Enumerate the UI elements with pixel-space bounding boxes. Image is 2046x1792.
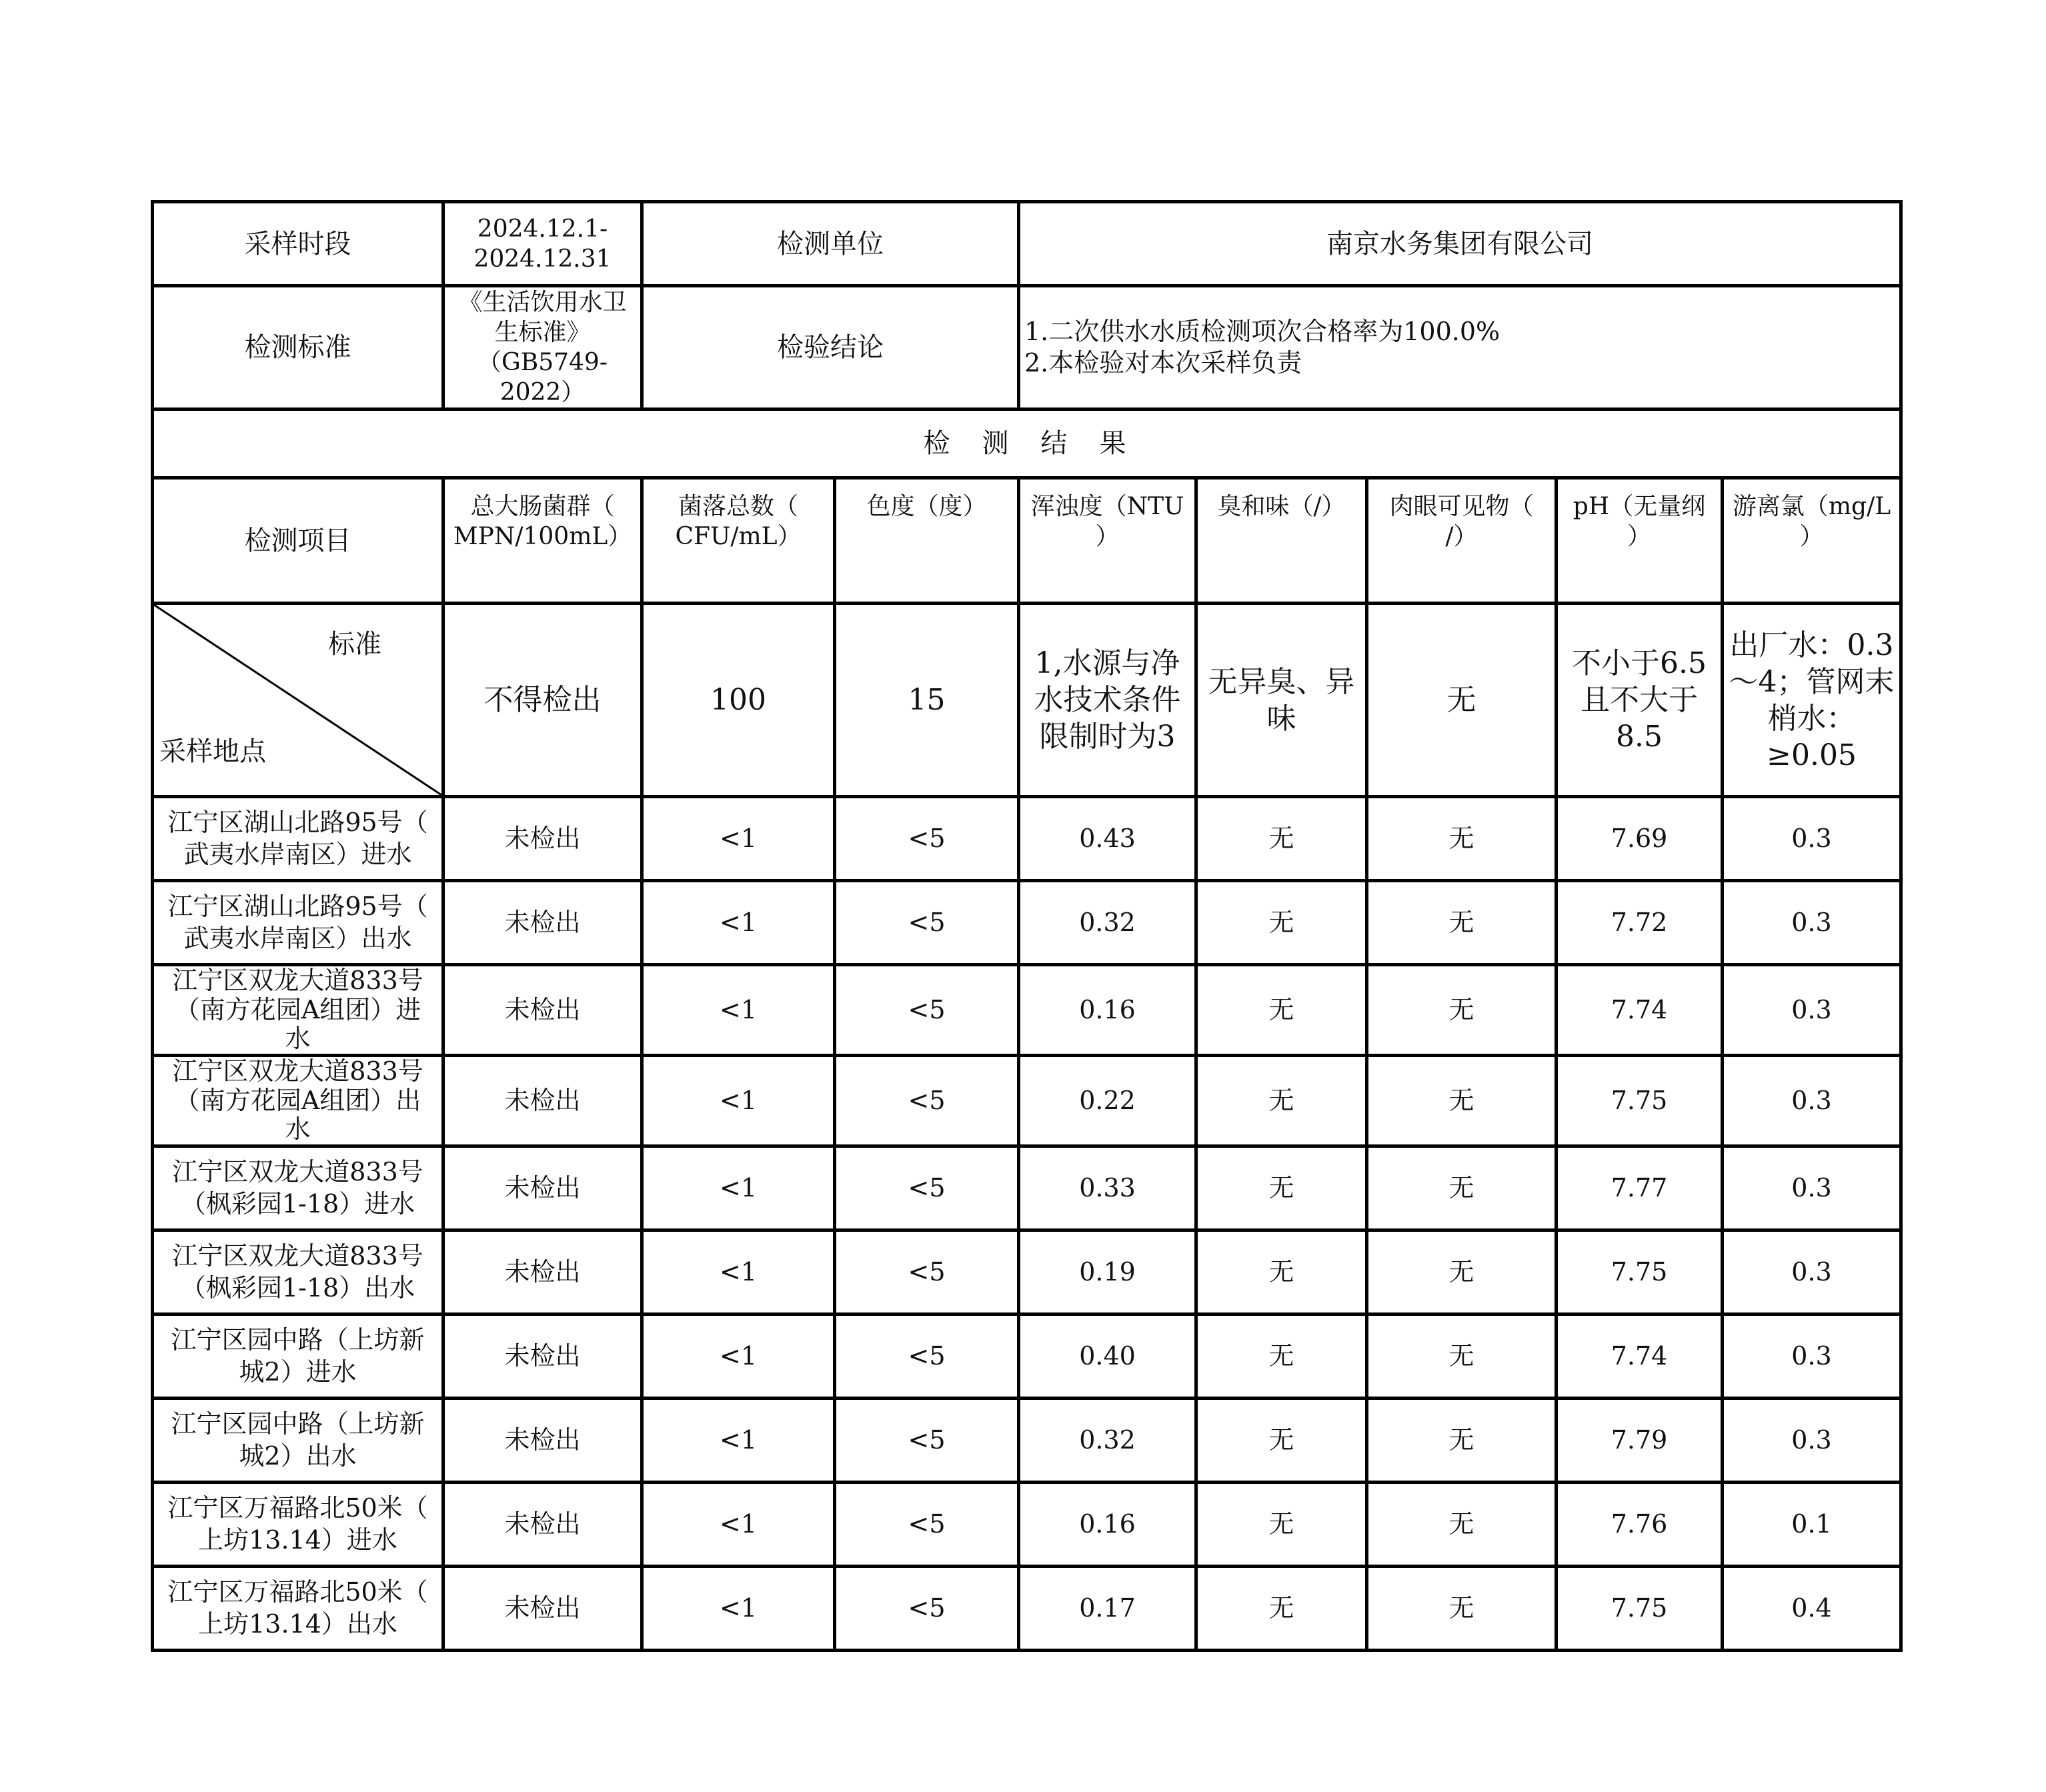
- result-cell: 0.3: [1723, 1146, 1901, 1230]
- column-header: [443, 478, 642, 604]
- table-row: [153, 797, 1901, 881]
- result-cell: 无: [1196, 797, 1367, 881]
- item-label: 检测项目: [153, 478, 443, 604]
- sampling-location: [153, 1146, 443, 1230]
- sampling-location: [153, 1314, 443, 1399]
- column-header: [1723, 478, 1901, 604]
- results-title: 检测结果: [153, 409, 1901, 478]
- conclusion-line: 1.二次供水水质检测项次合格率为100.0%: [1024, 316, 1500, 346]
- result-cell: <1: [642, 797, 835, 881]
- result-cell: 0.33: [1019, 1146, 1196, 1230]
- standard-value-line: 梢水：: [1767, 701, 1856, 736]
- standard-value-line: 100: [710, 683, 766, 717]
- sampling-location-line: 水: [285, 1024, 311, 1054]
- table-row: [153, 1399, 1901, 1483]
- result-cell: <5: [835, 1483, 1019, 1567]
- results-title-row: [153, 409, 1901, 478]
- standard-value: [642, 604, 835, 797]
- result-cell: <5: [835, 1399, 1019, 1483]
- table-row: [153, 1567, 1901, 1651]
- result-cell: 0.1: [1723, 1483, 1901, 1567]
- table-row: [153, 881, 1901, 965]
- column-header-line: 臭和味（/）: [1217, 493, 1346, 520]
- column-header: [1019, 478, 1196, 604]
- sampling-location-line: （枫彩园1-18）进水: [180, 1188, 415, 1218]
- sampling-location-line: 江宁区双龙大道833号: [172, 966, 423, 995]
- result-cell: 无: [1196, 1399, 1367, 1483]
- result-cell: 7.75: [1557, 1056, 1723, 1146]
- sampling-location-line: 江宁区双龙大道833号: [172, 1157, 423, 1187]
- sampling-location-line: 江宁区湖山北路95号（: [167, 808, 428, 837]
- column-header-line: pH（无量纲: [1573, 493, 1706, 520]
- result-cell: 7.79: [1557, 1399, 1723, 1483]
- result-cell: 未检出: [443, 1399, 642, 1483]
- result-cell: 无: [1196, 881, 1367, 965]
- standard-value-line: 无: [1446, 683, 1476, 717]
- column-header-line: MPN/100mL）: [453, 523, 632, 550]
- standard-value: [1723, 604, 1901, 797]
- sampling-period-value: 2024.12.1-2024.12.31: [443, 202, 642, 286]
- standard-row: [153, 604, 1901, 797]
- sampling-location: [153, 881, 443, 965]
- sampling-location-line: 城2）进水: [239, 1357, 357, 1387]
- result-cell: 无: [1367, 1056, 1557, 1146]
- result-cell: 未检出: [443, 1314, 642, 1399]
- sampling-location: [153, 1230, 443, 1314]
- sampling-location-line: 上坊13.14）出水: [198, 1609, 397, 1639]
- testing-unit-value: 南京水务集团有限公司: [1019, 202, 1901, 286]
- sampling-location-line: （枫彩园1-18）出水: [180, 1272, 415, 1302]
- result-cell: 无: [1196, 1483, 1367, 1567]
- standard-value-line: （GB5749-2022）: [477, 349, 608, 406]
- result-cell: 0.17: [1019, 1567, 1196, 1651]
- result-cell: 0.19: [1019, 1230, 1196, 1314]
- result-cell: 0.16: [1019, 1483, 1196, 1567]
- standard-value-line: 1,水源与净: [1034, 646, 1180, 680]
- sampling-location: [153, 1567, 443, 1651]
- diagonal-top-label: 标准: [328, 629, 381, 660]
- sampling-location-line: 武夷水岸南区）进水: [183, 839, 412, 869]
- standard-label: 检测标准: [153, 286, 443, 409]
- result-cell: 未检出: [443, 965, 642, 1056]
- sampling-location-line: 江宁区园中路（上坊新: [171, 1325, 425, 1355]
- result-cell: 未检出: [443, 1230, 642, 1314]
- result-cell: <5: [835, 965, 1019, 1056]
- result-cell: 未检出: [443, 797, 642, 881]
- result-cell: 无: [1196, 1230, 1367, 1314]
- result-cell: 未检出: [443, 1056, 642, 1146]
- column-header-line: 浑浊度（NTU: [1030, 493, 1184, 520]
- standard-value-line: 《生活饮用水卫生标准》: [458, 289, 627, 346]
- standard-value-line: 无异臭、异: [1208, 664, 1355, 699]
- result-cell: 无: [1367, 1314, 1557, 1399]
- result-cell: <5: [835, 1056, 1019, 1146]
- conclusion-label: 检验结论: [642, 286, 1019, 409]
- result-cell: 0.3: [1723, 797, 1901, 881]
- standard-value: [1196, 604, 1367, 797]
- header-row-period: [153, 202, 1901, 286]
- standard-value-line: 15: [908, 683, 946, 717]
- sampling-location: [153, 1056, 443, 1146]
- column-header: [642, 478, 835, 604]
- result-cell: 0.32: [1019, 881, 1196, 965]
- sampling-location: [153, 965, 443, 1056]
- standard-value: [1557, 604, 1723, 797]
- sampling-location: [153, 797, 443, 881]
- column-header-line: ）: [1627, 523, 1651, 550]
- result-cell: 7.74: [1557, 1314, 1723, 1399]
- standard-value: [443, 286, 642, 409]
- result-cell: 无: [1367, 965, 1557, 1056]
- sampling-location-line: 江宁区双龙大道833号: [172, 1241, 423, 1271]
- result-cell: 无: [1196, 1146, 1367, 1230]
- column-header-row: [153, 478, 1901, 604]
- result-cell: <5: [835, 1146, 1019, 1230]
- standard-value: [443, 604, 642, 797]
- result-cell: 0.3: [1723, 1399, 1901, 1483]
- table-row: [153, 1483, 1901, 1567]
- result-cell: 7.74: [1557, 965, 1723, 1056]
- result-cell: <1: [642, 881, 835, 965]
- result-cell: <1: [642, 1146, 835, 1230]
- standard-value-line: 8.5: [1616, 720, 1663, 754]
- result-cell: 0.43: [1019, 797, 1196, 881]
- column-header-line: ）: [1095, 523, 1120, 550]
- sampling-location-line: 城2）出水: [239, 1441, 357, 1471]
- result-cell: 0.3: [1723, 965, 1901, 1056]
- result-cell: 未检出: [443, 1146, 642, 1230]
- result-cell: 0.16: [1019, 965, 1196, 1056]
- sampling-location-line: 水: [285, 1114, 311, 1144]
- result-cell: 无: [1367, 881, 1557, 965]
- column-header: [1196, 478, 1367, 604]
- result-cell: <5: [835, 1314, 1019, 1399]
- standard-value-line: ～4；管网末: [1729, 664, 1895, 699]
- result-cell: <1: [642, 1483, 835, 1567]
- column-header-line: 肉眼可见物（: [1389, 493, 1534, 520]
- testing-unit-label: 检测单位: [642, 202, 1019, 286]
- water-quality-report-table: [151, 200, 1903, 1652]
- sampling-location-line: （南方花园A组团）出: [174, 1085, 421, 1115]
- result-cell: <5: [835, 1567, 1019, 1651]
- result-cell: 7.76: [1557, 1483, 1723, 1567]
- result-cell: 无: [1367, 1483, 1557, 1567]
- result-cell: 0.32: [1019, 1399, 1196, 1483]
- result-cell: 无: [1367, 1399, 1557, 1483]
- sampling-location-line: 武夷水岸南区）出水: [183, 923, 412, 953]
- result-cell: <1: [642, 1314, 835, 1399]
- conclusion-value: [1019, 286, 1901, 409]
- standard-value: [1019, 604, 1196, 797]
- column-header-line: /）: [1445, 523, 1478, 550]
- result-cell: 0.3: [1723, 881, 1901, 965]
- standard-value-line: 限制时为3: [1039, 720, 1176, 754]
- column-header-line: 游离氯（mg/L: [1732, 493, 1891, 520]
- column-header-line: 菌落总数（: [678, 493, 798, 520]
- result-cell: 0.3: [1723, 1314, 1901, 1399]
- table-row: [153, 1314, 1901, 1399]
- sampling-location: [153, 1399, 443, 1483]
- result-cell: 7.75: [1557, 1230, 1723, 1314]
- result-cell: 无: [1367, 1146, 1557, 1230]
- result-cell: <1: [642, 1230, 835, 1314]
- result-cell: 0.3: [1723, 1230, 1901, 1314]
- sampling-location-line: 江宁区湖山北路95号（: [167, 892, 428, 921]
- sampling-location-line: 江宁区双龙大道833号: [172, 1056, 423, 1086]
- result-cell: <1: [642, 1567, 835, 1651]
- diagonal-header-cell: [153, 604, 443, 797]
- result-cell: 无: [1367, 1230, 1557, 1314]
- header-row-standard: [153, 286, 1901, 409]
- result-cell: 未检出: [443, 1483, 642, 1567]
- result-cell: <1: [642, 1399, 835, 1483]
- standard-value-line: 味: [1266, 701, 1296, 736]
- result-cell: 无: [1367, 797, 1557, 881]
- table-row: [153, 1146, 1901, 1230]
- standard-value-line: 水技术条件: [1034, 683, 1181, 717]
- conclusion-line: 2.本检验对本次采样负责: [1024, 348, 1302, 377]
- result-cell: 0.40: [1019, 1314, 1196, 1399]
- result-cell: 无: [1196, 1567, 1367, 1651]
- column-header: [1557, 478, 1723, 604]
- result-cell: 7.69: [1557, 797, 1723, 881]
- result-cell: 0.22: [1019, 1056, 1196, 1146]
- sampling-location-line: （南方花园A组团）进: [174, 994, 421, 1024]
- result-cell: 0.3: [1723, 1056, 1901, 1146]
- result-cell: <5: [835, 1230, 1019, 1314]
- diagonal-bottom-label: 采样地点: [159, 736, 266, 767]
- result-cell: <5: [835, 797, 1019, 881]
- result-cell: 7.72: [1557, 881, 1723, 965]
- standard-value-line: ≥0.05: [1767, 738, 1857, 772]
- column-header-line: 总大肠菌群（: [470, 493, 615, 520]
- result-cell: <1: [642, 1056, 835, 1146]
- sampling-location-line: 上坊13.14）进水: [198, 1525, 397, 1555]
- result-cell: 无: [1367, 1567, 1557, 1651]
- result-cell: 无: [1196, 1314, 1367, 1399]
- sampling-location-line: 江宁区万福路北50米（: [167, 1577, 428, 1607]
- table-row: [153, 1230, 1901, 1314]
- standard-value-line: 不得检出: [483, 683, 602, 717]
- sampling-location-line: 江宁区万福路北50米（: [167, 1493, 428, 1523]
- column-header: [835, 478, 1019, 604]
- result-cell: <5: [835, 881, 1019, 965]
- result-cell: 未检出: [443, 1567, 642, 1651]
- column-header: [1367, 478, 1557, 604]
- table-row: [153, 1056, 1901, 1146]
- sampling-location: [153, 1483, 443, 1567]
- result-cell: 7.77: [1557, 1146, 1723, 1230]
- result-cell: 无: [1196, 965, 1367, 1056]
- column-header-line: ）: [1799, 523, 1824, 550]
- column-header-line: CFU/mL）: [675, 523, 802, 550]
- standard-value-line: 且不大于: [1581, 683, 1698, 717]
- sampling-location-line: 江宁区园中路（上坊新: [171, 1409, 425, 1439]
- sampling-period-label: 采样时段: [153, 202, 443, 286]
- result-cell: 0.4: [1723, 1567, 1901, 1651]
- column-header-line: 色度（度）: [866, 493, 987, 520]
- standard-value-line: 不小于6.5: [1572, 646, 1707, 680]
- result-cell: <1: [642, 965, 835, 1056]
- standard-value: [1367, 604, 1557, 797]
- result-cell: 未检出: [443, 881, 642, 965]
- result-cell: 无: [1196, 1056, 1367, 1146]
- data-rows: [153, 797, 1901, 1651]
- result-cell: 7.75: [1557, 1567, 1723, 1651]
- standard-value-line: 出厂水：0.3: [1729, 628, 1894, 662]
- table-row: [153, 965, 1901, 1056]
- standard-value: [835, 604, 1019, 797]
